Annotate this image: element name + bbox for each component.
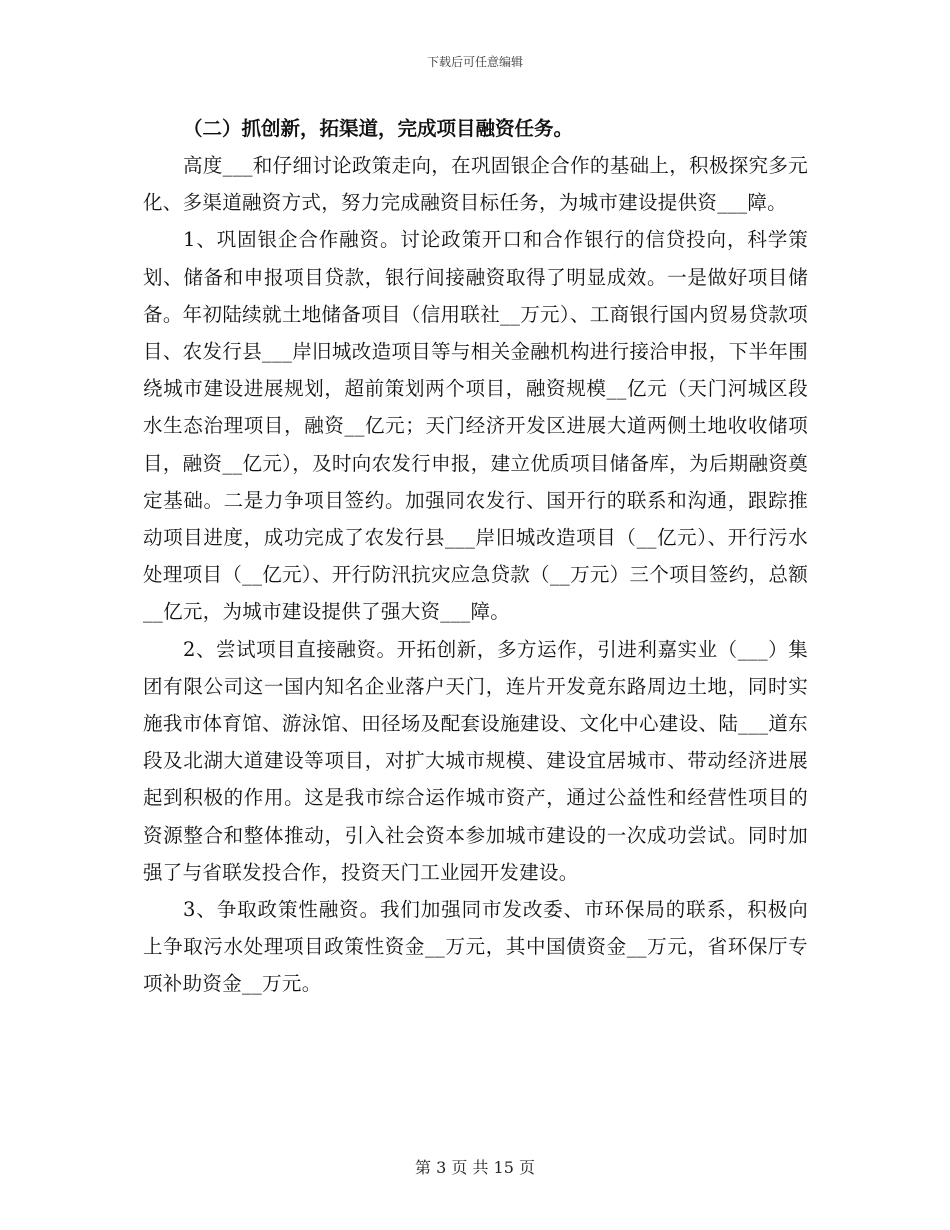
document-body (143, 110, 808, 1003)
paragraph-intro: 高度___和仔细讨论政策走向，在巩固银企合作的基础上，积极探究多元化、多渠道融资方式，努力完成融资目标任务，为城市建设提供资___障。 (143, 154, 808, 215)
section-heading: （二）抓创新，拓渠道，完成项目融资任务。 (183, 117, 574, 140)
paragraph-bank-financing: 1、巩固银企合作融资。讨论政策开口和合作银行的信贷投向，科学策划、储备和申报项目贷款，银行间接融资取得了明显成效。一是做好项目储备。年初陆续就土地储备项目（信用联社__万元）、工商银行国内贸易贷款项目、农发行县___岸旧城改造项目等与相关金融机构进行接洽申报，下半年围绕城市建设进展规划，超前策划两个项目，融资规模__亿元（天门河城区段水生态治理项目，融资__亿元；天门经济开发区进展大道两侧土地收收储项目，融资__亿元），及时向农发行申报，建立优质项目储备库，为后期融资奠定基础。二是力争项目签约。加强同农发行、国开行的联系和沟通，跟踪推动项目进度，成功完成了农发行县___岸旧城改造项目（__亿元）、开行污水处理项目（__亿元）、开行防汛抗灾应急贷款（__万元）三个项目签约，总额__亿元，为城市建设提供了强大资___障。 (143, 228, 808, 624)
page-header-note: 下载后可任意编辑 (426, 55, 523, 69)
page-number-footer: 第 3 页 共 15 页 (415, 1158, 535, 1177)
paragraph-policy-financing: 3、争取政策性融资。我们加强同市发改委、市环保局的联系，积极向上争取污水处理项目政策性资金__万元，其中国债资金__万元，省环保厅专项补助资金__万元。 (143, 898, 808, 996)
paragraph-direct-financing: 2、尝试项目直接融资。开拓创新，多方运作，引进利嘉实业（___）集团有限公司这一国内知名企业落户天门，连片开发竟东路周边土地，同时实施我市体育馆、游泳馆、田径场及配套设施建设、文化中心建设、陆___道东段及北湖大道建设等项目，对扩大城市规模、建设宜居城市、带动经济进展起到积极的作用。这是我市综合运作城市资产，通过公益性和经营性项目的资源整合和整体推动，引入社会资本参加城市建设的一次成功尝试。同时加强了与省联发投合作，投资天门工业园开发建设。 (143, 637, 808, 884)
